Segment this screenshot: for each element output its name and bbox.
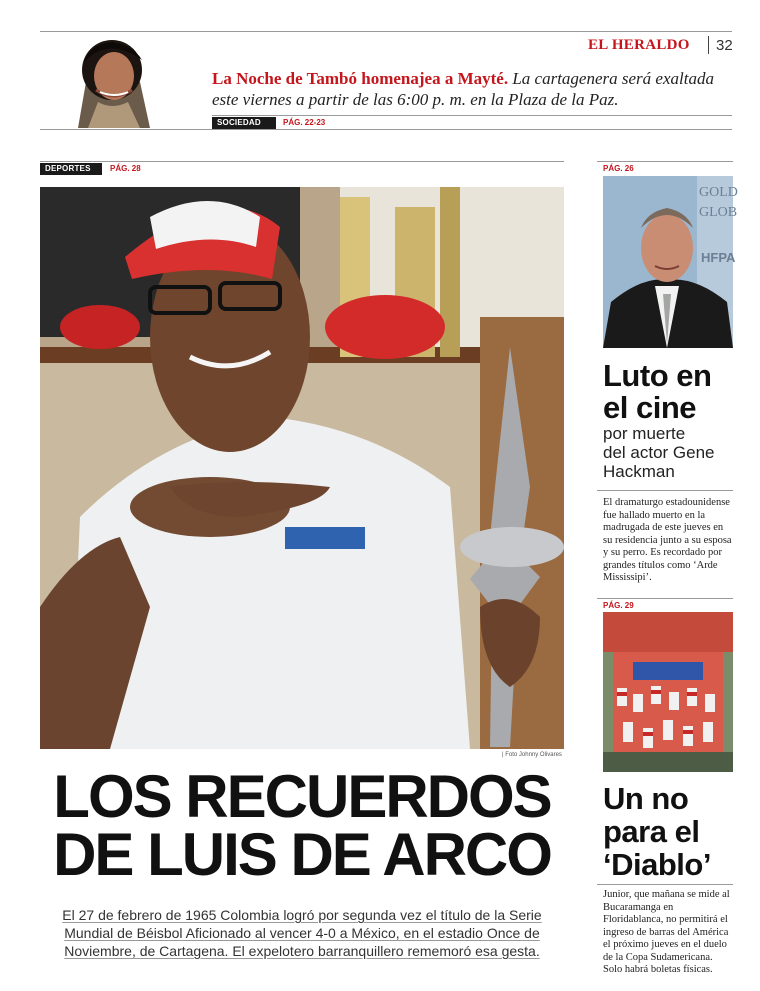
main-top-rule (40, 161, 564, 162)
section-tag-sociedad[interactable]: SOCIEDAD (212, 117, 276, 129)
main-headline-line-1: LOS RECUERDOS (53, 763, 551, 830)
story1-subhead-line-2: del actor Gene (603, 443, 715, 462)
sidebar-top-rule (597, 161, 733, 162)
story2-top-rule (597, 598, 733, 599)
luis-de-arco-photo[interactable] (40, 187, 564, 749)
story1-body: El dramaturgo estadounidense fue hallado muerto en la madrugada de este jueves en su residencia junto a su esposa y su perro. Es recordado por grandes títulos como ‘Arde Mississipi’. (603, 497, 732, 583)
story1-subhead-line-3: Hackman (603, 462, 675, 481)
page-ref-story1[interactable]: PÁG. 26 (603, 164, 634, 173)
story1-subhead (603, 424, 715, 481)
story2-headline[interactable] (603, 782, 711, 881)
teaser-bottom-rule (212, 115, 732, 116)
page-ref-deportes[interactable]: PÁG. 28 (110, 164, 141, 173)
svg-text:HFPA: HFPA (701, 250, 736, 265)
teaser-body: La cartagenera será exaltada este viernes a partir de las 6:00 p. m. en la Plaza de la Paz. (212, 69, 714, 109)
svg-text:GOLD: GOLD (699, 185, 738, 200)
page-number: 32 (716, 37, 733, 54)
page-ref-sociedad[interactable]: PÁG. 22-23 (283, 118, 326, 127)
story1-headline-line-1: Luto en (603, 358, 712, 393)
story1-headline[interactable] (603, 360, 711, 424)
mayte-portrait-photo (48, 32, 176, 128)
story2-body: Junior, que mañana se mide al Bucaramanga en Floridablanca, no permitirá el ingreso de barras del América el próximo jueves en el duelo de la Copa Sudamericana. Solo habrá boletas físicas. (603, 889, 730, 975)
story2-headline-line-2: para el (603, 814, 700, 849)
main-summary-line-1: El 27 de febrero de 1965 Colombia logró por segunda vez el título de la Serie (62, 907, 542, 923)
header-bottom-rule (40, 129, 732, 130)
story1-headline-line-2: el cine (603, 390, 696, 425)
main-summary-line-2: Mundial de Béisbol Aficionado al vencer 4-0 a México, en el estadio Once de (64, 925, 540, 941)
teaser-text[interactable] (212, 68, 742, 110)
gene-hackman-photo[interactable] (603, 176, 738, 348)
main-summary-line-3: Noviembre, de Cartagena. El expelotero barranquillero rememoró esa gesta. (64, 943, 540, 959)
page-ref-story2[interactable]: PÁG. 29 (603, 601, 634, 610)
svg-text:GLOB: GLOB (699, 205, 738, 220)
masthead-logo: EL HERALDO (588, 37, 690, 53)
fans-crowd-photo[interactable] (603, 612, 733, 772)
main-headline-line-2: DE LUIS DE ARCO (53, 821, 551, 888)
story2-headline-line-3: ‘Diablo’ (603, 847, 711, 882)
masthead-separator (708, 36, 709, 54)
section-tag-deportes[interactable]: DEPORTES (40, 163, 102, 175)
story1-subhead-line-1: por muerte (603, 424, 686, 443)
story2-divider (597, 884, 733, 885)
main-summary (40, 906, 564, 960)
story2-headline-line-1: Un no (603, 781, 689, 816)
story1-divider (597, 490, 733, 491)
teaser-lead: La Noche de Tambó homenajea a Mayté. (212, 69, 509, 88)
photo-credit: | Foto Johnny Olivares (502, 752, 562, 758)
main-headline[interactable] (40, 763, 564, 888)
